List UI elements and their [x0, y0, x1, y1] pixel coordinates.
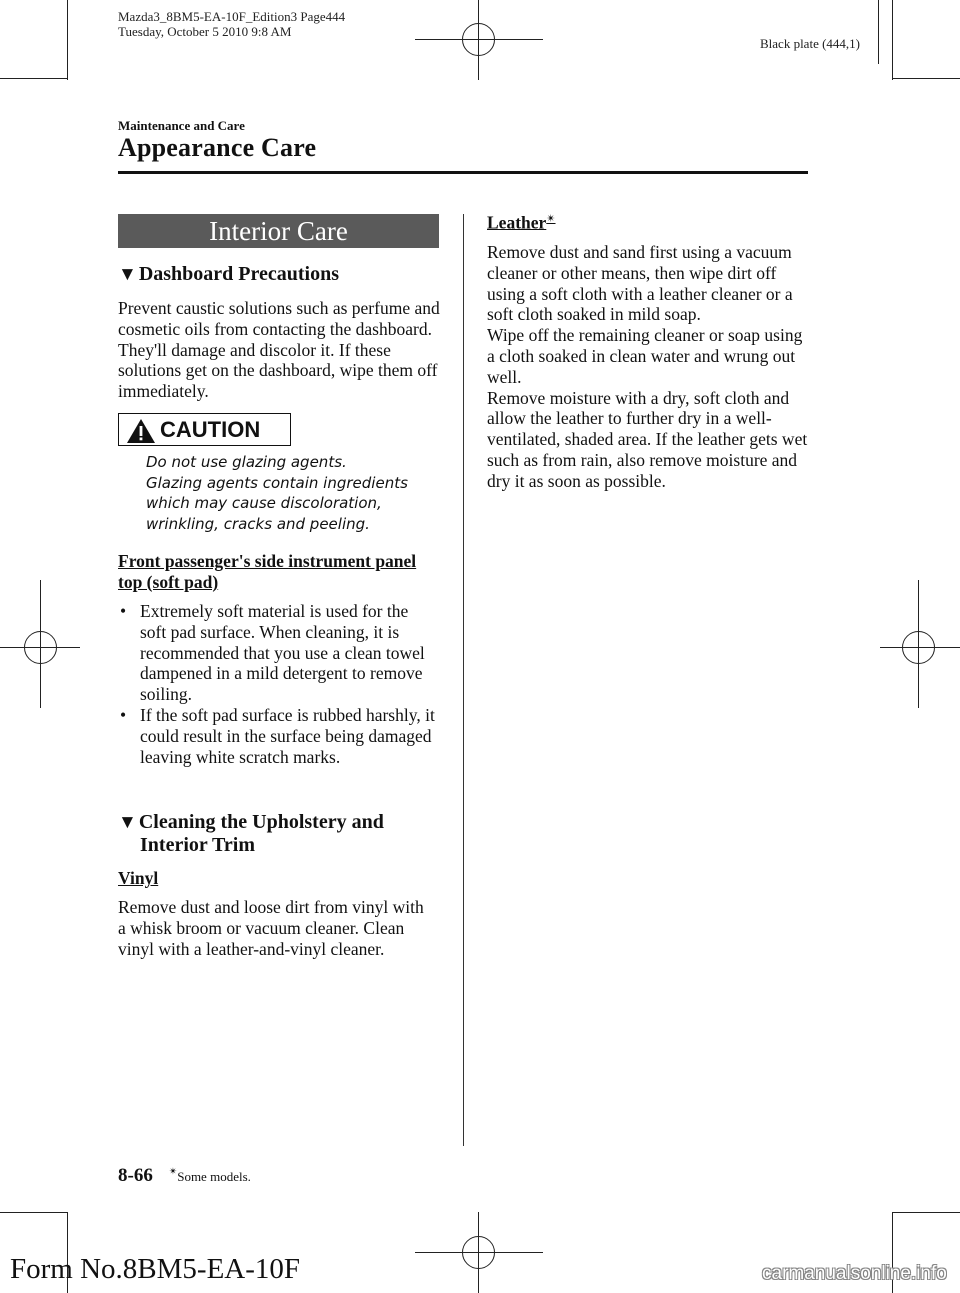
watermark: carmanualsonline.info: [762, 1263, 947, 1284]
some-models-mark-icon: ✴: [546, 213, 556, 225]
caution-text: [146, 452, 436, 534]
header-rule: [118, 171, 808, 174]
list-item: • If the soft pad surface is rubbed harshly, it could result in the surface being damaged leaving white scratch marks.: [118, 705, 436, 767]
section-title: Maintenance and Care: [118, 118, 245, 133]
form-number: Form No.8BM5-EA-10F: [10, 1253, 301, 1285]
section-banner: Interior Care: [118, 214, 439, 248]
some-models-mark-icon: ✴: [168, 1166, 178, 1178]
list-item: • Extremely soft material is used for the soft pad surface. When cleaning, it is recommended that you use a clean towel dampened in a mild detergent to remove soiling.: [118, 601, 436, 705]
leather-text-2: Wipe off the remaining cleaner or soap using a cloth soaked in clean water and wrung out well.: [487, 325, 803, 387]
registration-target-icon: [902, 631, 935, 664]
triangle-down-icon: ▼: [118, 264, 137, 285]
subheading-vinyl: Vinyl: [118, 868, 159, 888]
footnote: Some models.: [177, 1169, 251, 1184]
paragraph-dashboard: Prevent caustic solutions such as perfume and cosmetic oils from contacting the dashboard. They'll damage and discolor it. If these solutions get on the dashboard, wipe them off immediately.: [118, 298, 440, 402]
bullet-list: [118, 601, 436, 767]
warning-triangle-icon: [126, 418, 156, 444]
subheading-leather: Leather: [487, 212, 547, 233]
page-number: 8-66: [118, 1165, 153, 1186]
heading-text-2: Interior Trim: [140, 834, 255, 856]
leather-text-1: Remove dust and sand first using a vacuum cleaner or other means, then wipe dirt off using a soft cloth with a leather cleaner or a soft cloth soaked in mild soap.: [487, 242, 793, 325]
registration-target-icon: [462, 1236, 495, 1269]
caution-box: [118, 413, 291, 446]
paragraph-leather: [487, 242, 809, 492]
leather-text-3: Remove moisture with a dry, soft cloth and allow the leather to further dry in a well-ventilated, shaded area. If the leather gets wet such as from rain, also remove moisture and dry it as soon as possible.: [487, 387, 808, 491]
page-footer: [118, 1165, 251, 1187]
heading-text: Cleaning the Upholstery and: [138, 811, 384, 833]
heading-cleaning-upholstery: [118, 811, 384, 857]
heading-dashboard-precautions: [118, 263, 339, 286]
page-title: Appearance Care: [118, 133, 317, 162]
subheading-front-passenger: Front passenger's side instrument panel top (soft pad): [118, 551, 417, 592]
paragraph-vinyl: Remove dust and loose dirt from vinyl with a whisk broom or vacuum cleaner. Clean vinyl with a leather-and-vinyl cleaner.: [118, 897, 424, 959]
subheading-leather-wrap: [487, 212, 556, 233]
caution-label: CAUTION: [160, 417, 261, 442]
print-slug: [118, 9, 345, 39]
heading-text: Dashboard Precautions: [138, 263, 340, 285]
slug-line-1: Mazda3_8BM5-EA-10F_Edition3 Page444: [118, 9, 346, 24]
registration-target-icon: [24, 631, 57, 664]
caution-line-2: Glazing agents contain ingredients which may cause discoloration, wrinkling, cracks and peeling.: [146, 473, 408, 533]
column-divider: [463, 214, 464, 1146]
plate-label: Black plate (444,1): [760, 36, 860, 51]
triangle-down-icon: ▼: [118, 812, 137, 833]
caution-line-1: Do not use glazing agents.: [146, 453, 347, 471]
registration-target-icon: [462, 23, 495, 56]
slug-line-2: Tuesday, October 5 2010 9:8 AM: [118, 24, 292, 39]
